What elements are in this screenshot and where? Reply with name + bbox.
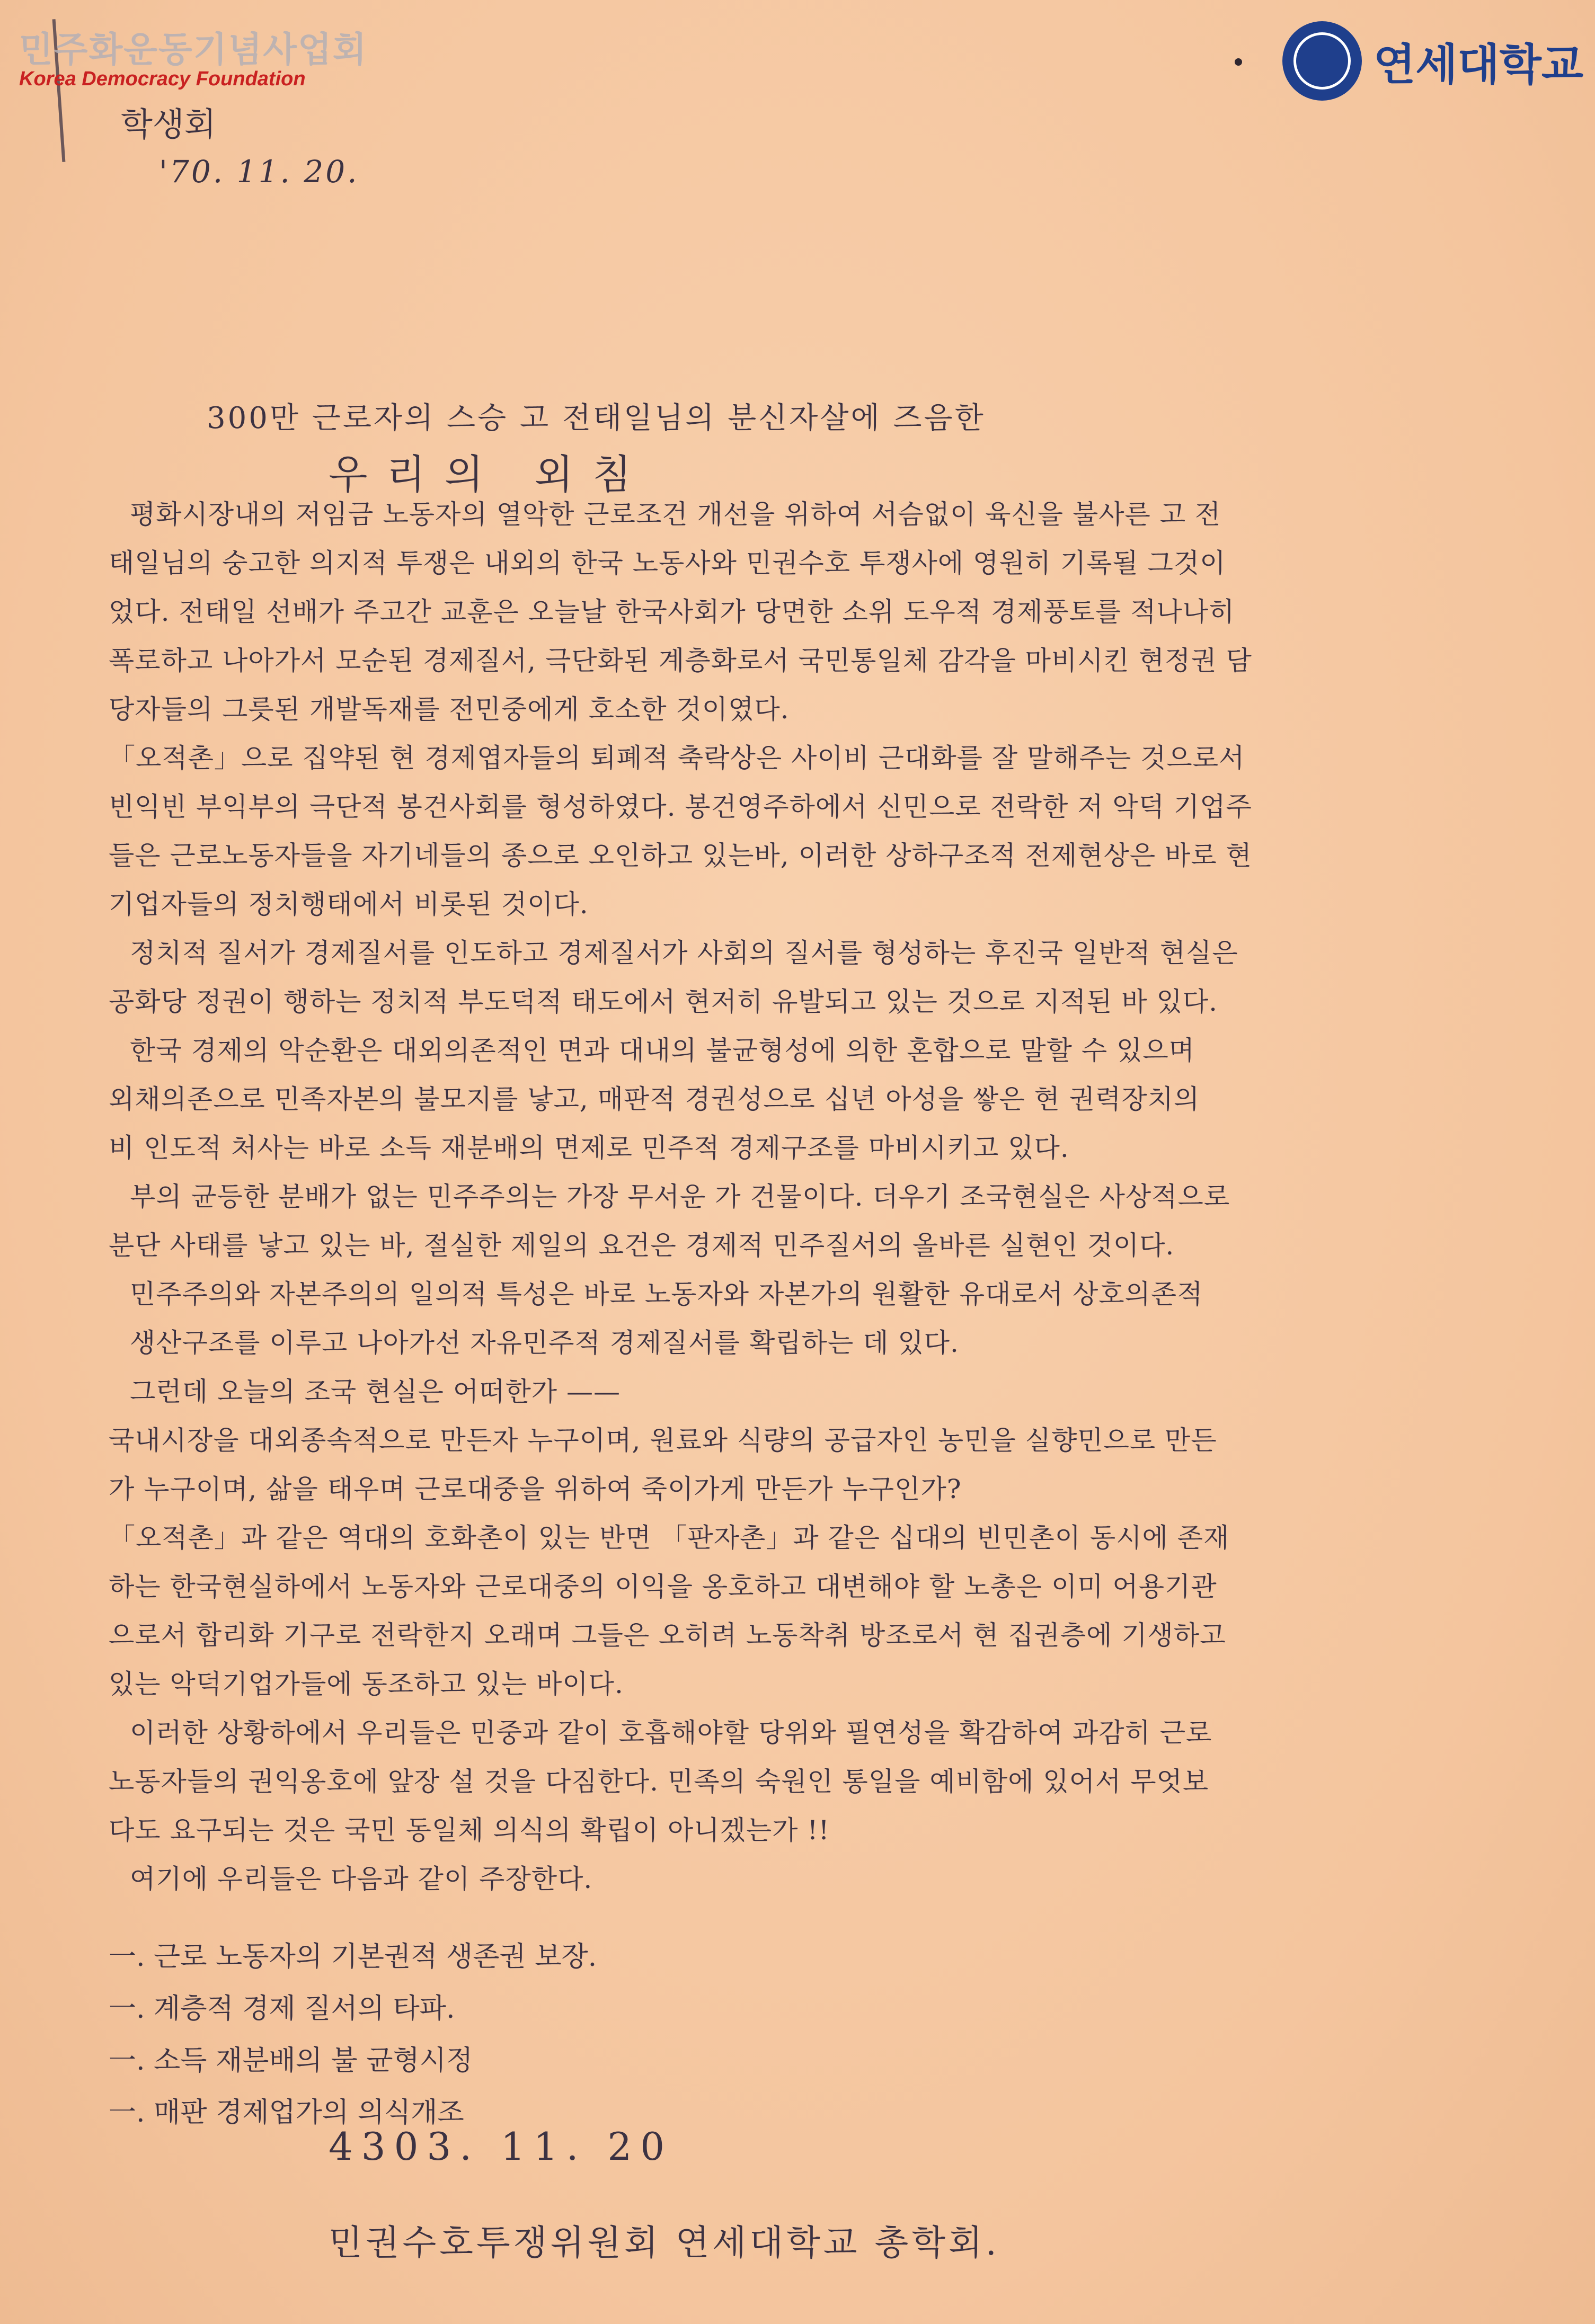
body-line: 기업자들의 정치행태에서 비롯된 것이다. (109, 889, 589, 920)
body-line: 당자들의 그릇된 개발독재를 전민중에게 호소한 것이였다. (109, 694, 790, 725)
ink-dot (1235, 58, 1242, 66)
body-line: 여기에 우리들은 다음과 같이 주장한다. (130, 1864, 593, 1894)
body-line: 외채의존으로 민족자본의 불모지를 낳고, 매판적 경권성으로 십년 아성을 쌓은 현 권력장치의 (109, 1084, 1200, 1115)
watermark-english: Korea Democracy Foundation (19, 68, 306, 90)
claim-item: 一. 근로 노동자의 기본권적 생존권 보장. (109, 1941, 597, 1973)
body-line: 민주주의와 자본주의의 일의적 특성은 바로 노동자와 자본가의 원활한 유대로서 상호의존적 (130, 1279, 1203, 1310)
claim-item: 一. 계층적 경제 질서의 타파. (109, 1993, 455, 2025)
body-line: 으로서 합리화 기구로 전락한지 오래며 그들은 오히려 노동착취 방조로서 현 집권층에 기생하고 (109, 1620, 1226, 1651)
body-line: 가 누구이며, 삶을 태우며 근로대중을 위하여 죽이가게 만든가 누구인가? (109, 1474, 962, 1504)
body-line: 분단 사태를 낳고 있는 바, 절실한 제일의 요건은 경제적 민주질서의 올바른 실현인 것이다. (109, 1230, 1175, 1261)
body-line: 폭로하고 나아가서 모순된 경제질서, 극단화된 계층화로서 국민통일체 감각을 마비시킨 현정권 담 (109, 645, 1252, 676)
signature-line: 민권수호투쟁위원회 연세대학교 총학회. (329, 2222, 1000, 2263)
body-line: 비 인도적 처사는 바로 소득 재분배의 면제로 민주적 경제구조를 마비시키고 있다. (109, 1133, 1069, 1163)
body-line: 「오적촌」과 같은 역대의 호화촌이 있는 반면 「판자촌」과 같은 십대의 빈민촌이 동시에 존재 (109, 1522, 1230, 1553)
header-date: '70. 11. 20. (159, 154, 359, 190)
university-logo (1282, 21, 1583, 101)
body-line: 이러한 상황하에서 우리들은 민중과 같이 호흡해야할 당위와 필연성을 확감하여 과감히 근로 (130, 1717, 1212, 1748)
university-name: 연세대학교 (1374, 39, 1584, 90)
watermark-korean: 민주화운동기념사업회 (19, 29, 368, 70)
document-heading: 우리의 외침 (329, 451, 651, 498)
closing-date: 4303. 11. 20 (329, 2124, 674, 2169)
body-line: 노동자들의 권익옹호에 앞장 설 것을 다짐한다. 민족의 숙원인 통일을 예비함에 있어서 무엇보 (109, 1766, 1209, 1797)
body-line: 「오적촌」으로 집약된 현 경제엽자들의 퇴폐적 축락상은 사이비 근대화를 잘 말해주는 것으로서 (109, 743, 1245, 773)
body-line: 부의 균등한 분배가 없는 민주주의는 가장 무서운 가 건물이다. 더우기 조국현실은 사상적으로 (130, 1181, 1230, 1212)
body-line: 생산구조를 이루고 나아가선 자유민주적 경제질서를 확립하는 데 있다. (130, 1328, 959, 1358)
claims-list (109, 1931, 597, 2139)
body-line: 빈익빈 부익부의 극단적 봉건사회를 형성하였다. 봉건영주하에서 신민으로 전락한 저 악덕 기업주 (109, 791, 1252, 822)
body-line: 한국 경제의 악순환은 대외의존적인 면과 대내의 불균형성에 의한 혼합으로 말할 수 있으며 (130, 1035, 1195, 1066)
body-line: 평화시장내의 저임금 노동자의 열악한 근로조건 개선을 위하여 서슴없이 육신을 불사른 고 전 (130, 499, 1221, 530)
yonsei-seal-icon (1282, 21, 1362, 101)
body-line: 태일님의 숭고한 의지적 투쟁은 내외의 한국 노동사와 민권수호 투쟁사에 영원히 기록될 그것이 (109, 548, 1226, 578)
body-line: 공화당 정권이 행하는 정치적 부도덕적 태도에서 현저히 유발되고 있는 것으로 지적된 바 있다. (109, 986, 1218, 1017)
body-line: 국내시장을 대외종속적으로 만든자 누구이며, 원료와 식량의 공급자인 농민을 실향민으로 만든 (109, 1425, 1217, 1456)
document-body (109, 490, 1486, 1903)
body-line: 하는 한국현실하에서 노동자와 근로대중의 이익을 옹호하고 대변해야 할 노총은 이미 어용기관 (109, 1571, 1217, 1602)
claim-item: 一. 매판 경제업가의 의식개조 (109, 2097, 464, 2129)
body-line: 었다. 전태일 선배가 주고간 교훈은 오늘날 한국사회가 당면한 소위 도우적 경제풍토를 적나나히 (109, 596, 1235, 627)
organization-note: 학생회 (121, 105, 216, 144)
body-line: 정치적 질서가 경제질서를 인도하고 경제질서가 사회의 질서를 형성하는 후진국 일반적 현실은 (130, 938, 1238, 968)
body-line: 그런데 오늘의 조국 현실은 어떠한가 —— (130, 1376, 621, 1407)
document-title: 300만 근로자의 스승 고 전태일님의 분신자살에 즈음한 (207, 401, 986, 435)
claim-item: 一. 소득 재분배의 불 균형시정 (109, 2045, 473, 2077)
body-line: 있는 악덕기업가들에 동조하고 있는 바이다. (109, 1669, 624, 1699)
body-line: 들은 근로노동자들을 자기네들의 종으로 오인하고 있는바, 이러한 상하구조적 전제현상은 바로 현 (109, 840, 1252, 871)
body-line: 다도 요구되는 것은 국민 동일체 의식의 확립이 아니겠는가 !! (109, 1815, 830, 1846)
